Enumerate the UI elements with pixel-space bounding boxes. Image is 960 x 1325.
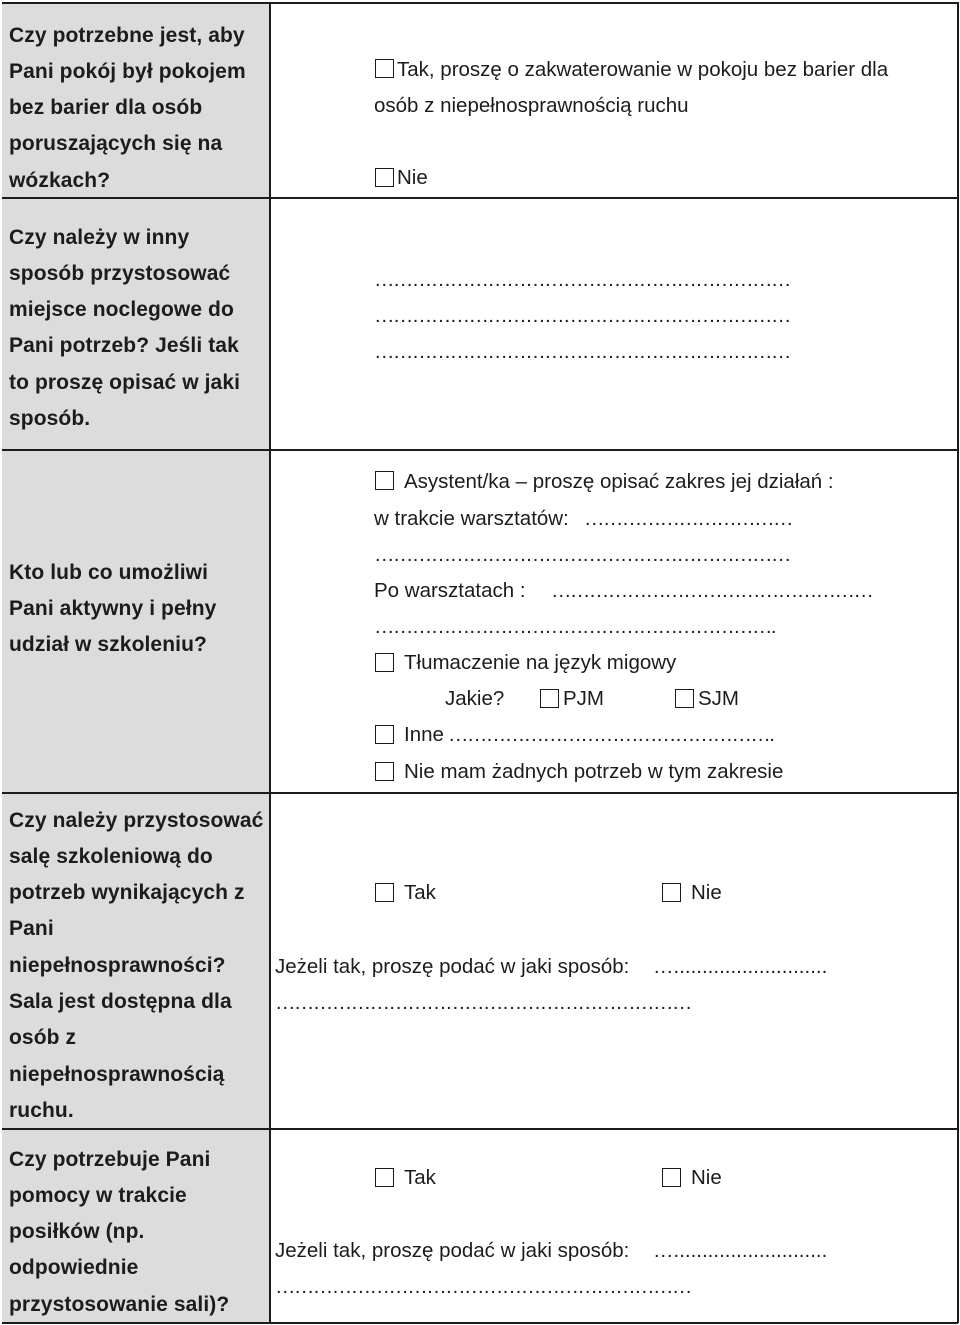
no-needs-checkbox[interactable]	[375, 762, 394, 781]
meal-help-no-label: Nie	[691, 1166, 722, 1189]
meal-help-yes-checkbox[interactable]	[375, 1168, 394, 1187]
other-label: Inne	[404, 723, 444, 746]
accessible-room-no-label: Nie	[397, 166, 428, 189]
column-divider	[269, 2, 271, 1323]
sjm-label: SJM	[698, 687, 739, 710]
during-workshop-field[interactable]: ……………………………	[584, 507, 792, 530]
room-adapt-yes-label: Tak	[404, 881, 436, 904]
meal-help-no-checkbox[interactable]	[662, 1168, 681, 1187]
question-text: Czy potrzebne jest, aby Pani pokój był pokojem bez barier dla osób poruszających się na wózkach?	[9, 23, 246, 192]
sign-language-label: Tłumaczenie na język migowy	[404, 651, 677, 674]
question-text: Czy potrzebuje Pani pomocy w trakcie posiłków (np. odpowiednie przystosowanie sali)?	[9, 1147, 230, 1316]
assistant-checkbox[interactable]	[375, 471, 394, 490]
answer-line[interactable]: …………………………………………………………	[374, 268, 790, 291]
sjm-checkbox[interactable]	[675, 689, 694, 708]
question-cell	[2, 1130, 269, 1323]
room-adapt-how-field[interactable]: …...........................	[653, 955, 828, 978]
meal-help-yes-label: Tak	[404, 1166, 436, 1189]
answer-line[interactable]: …………………………………………………………	[374, 304, 790, 327]
accessible-room-yes-label: Tak, proszę o zakwaterowanie w pokoju bez barier dla	[397, 58, 889, 81]
after-workshop-field-cont[interactable]: ……………………………………………………….	[374, 615, 775, 638]
sign-language-checkbox[interactable]	[375, 653, 394, 672]
no-needs-label: Nie mam żadnych potrzeb w tym zakresie	[404, 760, 784, 783]
accessible-room-yes-checkbox[interactable]	[375, 59, 394, 78]
other-field[interactable]: …………………………………………….	[448, 723, 774, 746]
after-workshop-label: Po warsztatach :	[374, 579, 526, 602]
answer-line[interactable]: …………………………………………………………	[374, 340, 790, 363]
question-cell	[2, 199, 269, 450]
room-adapt-no-label: Nie	[691, 881, 722, 904]
accessible-room-no-checkbox[interactable]	[375, 168, 394, 187]
pjm-label: PJM	[563, 687, 604, 710]
room-adapt-how-field-cont[interactable]: …………………………………………………………	[275, 991, 691, 1014]
question-cell	[2, 794, 269, 1129]
other-checkbox[interactable]	[375, 725, 394, 744]
which-label: Jakie?	[445, 687, 505, 710]
table-border-right	[957, 2, 959, 1323]
accessible-room-yes-label-cont: osób z niepełnosprawnością ruchu	[374, 94, 689, 117]
meal-help-how-field[interactable]: …...........................	[653, 1239, 828, 1262]
question-cell	[2, 4, 269, 198]
room-adapt-no-checkbox[interactable]	[662, 883, 681, 902]
during-workshop-label: w trakcie warsztatów:	[374, 507, 569, 530]
question-text: Czy należy przystosować salę szkoleniową do potrzeb wynikających z Pani niepełnosprawności? Sala jest dostępna dla osób z niepełnosprawnością ruchu.	[9, 808, 264, 1122]
question-text: Czy należy w inny sposób przystosować miejsce noclegowe do Pani potrzeb? Jeśli tak to proszę opisać w jaki sposób.	[9, 225, 241, 430]
room-adapt-how-label: Jeżeli tak, proszę podać w jaki sposób:	[275, 955, 630, 978]
question-cell	[2, 451, 269, 793]
meal-help-how-label: Jeżeli tak, proszę podać w jaki sposób:	[275, 1239, 630, 1262]
pjm-checkbox[interactable]	[540, 689, 559, 708]
question-text: Kto lub co umożliwi Pani aktywny i pełny udział w szkoleniu?	[9, 560, 217, 657]
meal-help-how-field-cont[interactable]: …………………………………………………………	[275, 1275, 691, 1298]
room-adapt-yes-checkbox[interactable]	[375, 883, 394, 902]
during-workshop-field-cont[interactable]: …………………………………………………………	[374, 543, 790, 566]
after-workshop-field[interactable]: ……………………………………………	[551, 579, 873, 602]
assistant-label: Asystent/ka – proszę opisać zakres jej działań :	[404, 470, 834, 493]
